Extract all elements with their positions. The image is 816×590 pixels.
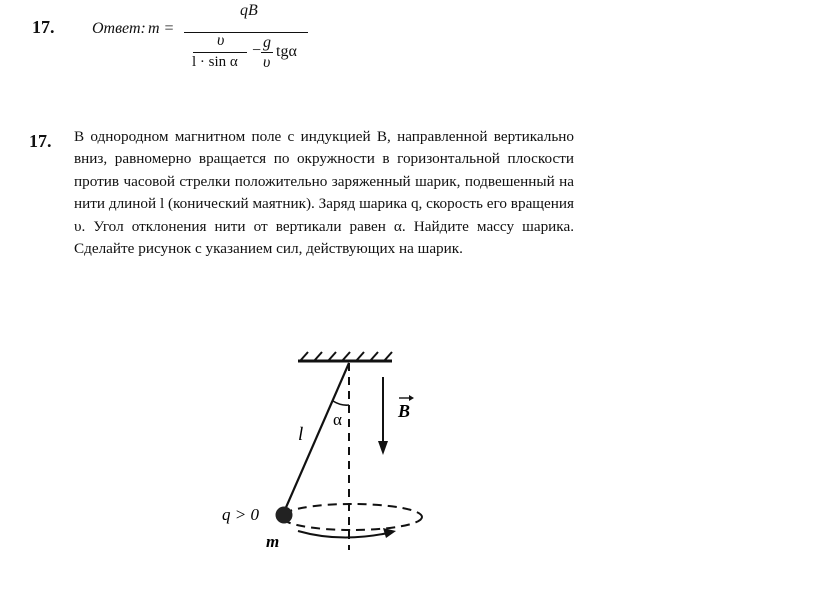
denominator-frac1-numerator: υ [217,32,225,49]
label-q: q > 0 [222,505,259,524]
circular-path [282,504,422,530]
tg-alpha: tgα [276,43,297,60]
main-fraction-bar [184,32,308,33]
answer-lhs: m = [148,20,175,37]
rotation-arrow [298,531,388,538]
rotation-arrowhead [383,528,396,538]
pendulum-string [284,363,349,512]
label-alpha: α [333,410,342,429]
denominator-frac2-bar [261,52,273,53]
label-b-vector-head [409,395,414,401]
label-m: m [266,532,280,551]
angle-arc [333,401,349,405]
denominator-frac2-denominator: υ [263,54,271,71]
magnetic-field-arrowhead [378,441,388,455]
charged-ball [276,507,293,524]
problem-text: В однородном магнитном поле с индукцией B, направленной вертикально вниз, равномерно вращается по окружности в горизонтальной плоскости против часовой стрелки положительно заряженный шарик, подвешенный на нити длиной l (конический маятник). Заряд шарика q, скорость его вращения υ. Угол отклонения нити от вертикали равен α. Найдите массу шарика. Сделайте рисунок с указанием сил, действующих на шарик. [74,128,574,258]
minus-sign: − [252,42,262,59]
problem-number: 17. [29,131,52,151]
denominator-frac1-bar [193,52,247,53]
denominator-frac1-denominator: l · sin α [192,54,238,70]
label-b: B [398,401,411,421]
conical-pendulum-figure [200,340,460,570]
answer-number: 17. [32,17,55,37]
problem-statement [74,126,574,260]
answer-label: Ответ: [92,20,146,37]
label-l: l [298,424,304,445]
answer-numerator: qB [240,2,258,19]
denominator-frac2-numerator: g [263,34,271,51]
